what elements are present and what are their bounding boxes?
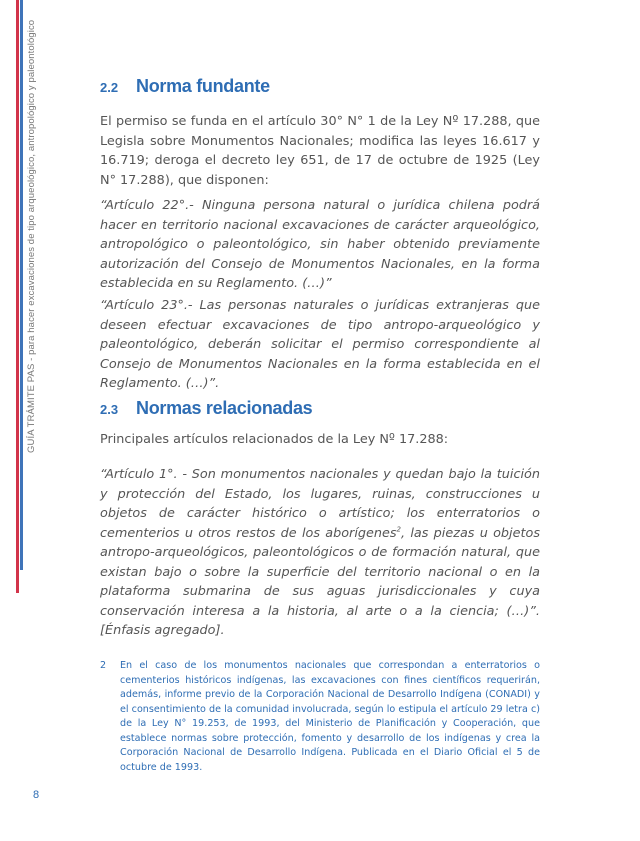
section-heading-2-2 [100, 76, 270, 97]
section-title: Normas relacionadas [136, 398, 313, 418]
footnote [100, 659, 540, 775]
page-number: 8 [33, 789, 40, 801]
section-heading-2-3 [100, 398, 312, 419]
section-number: 2.2 [100, 80, 119, 95]
quote-text: “Artículo 1°. - Son monumentos nacionales y quedan bajo la tuición y protección del Estado, los lugares, ruinas, construcciones u objetos de carácter histórico o artístico; los enterratorios o cementerios u otros restos de los aborígenes [100, 467, 540, 541]
section-title: Norma fundante [136, 76, 270, 96]
quote-articulo-23: “Artículo 23°.- Las personas naturales o jurídicas extranjeras que deseen efectuar excavaciones de tipo antropo-arqueológico y paleontológico, deberán solicitar el permiso correspondiente al Consejo de Monumentos Nacionales en la forma establecida en el Reglamento. (…)”. [100, 298, 540, 391]
left-blue-rule [20, 0, 23, 570]
footnote-text: En el caso de los monumentos nacionales que correspondan a enterratorios o cementerios históricos indígenas, las excavaciones con fines científicos requerirán, además, informe previo de la Corporación Nacional de Desarrollo Indígena (CONADI) y el consentimiento de la comunidad involucrada, según lo estipula el artículo 29 letra c) de la Ley N° 19.253, de 1993, del Ministerio de Planificación y Cooperación, que establece normas sobre protección, fomento y desarrollo de los indígenas y crea la Corporación Nacional de Desarrollo Indígena. Publicada en el Diario Oficial el 5 de octubre de 1993. [120, 660, 540, 773]
paragraph-intro-2-2: El permiso se funda en el artículo 30° N° 1 de la Ley Nº 17.288, que Legisla sobre Monumentos Nacionales; modifica las leyes 16.617 y 16.719; deroga el decreto ley 651, de 17 de octubre de 1925 (Ley N° 17.288), que disponen: [100, 114, 540, 188]
left-red-rule [16, 0, 19, 593]
quote-articulo-1 [100, 465, 540, 641]
footnote-reference[interactable]: 2 [396, 525, 401, 534]
quote-text: , las piezas u objetos antropo-arqueológicos, paleontológicos o de formación natural, que existan bajo o sobre la superficie del territorio nacional o en la plataforma submarina de sus aguas jurisdiccionales y cuya conservación interesa a la historia, al arte o a la ciencia; (…)”. [Énfasis agregado]. [100, 525, 540, 638]
quote-articulo-22: “Artículo 22°.- Ninguna persona natural o jurídica chilena podrá hacer en territorio nacional excavaciones de carácter arqueológico, antropológico o paleontológico, sin haber obtenido previamente autorización del Consejo de Monumentos Nacionales, en la forma establecida en su Reglamento. (…)” [100, 198, 540, 291]
running-header-vertical: GUÍA TRÁMITE PAS - para hacer excavaciones de tipo arqueológico, antropológico y paleontológico [26, 20, 37, 454]
section-number: 2.3 [100, 402, 119, 417]
paragraph-intro-2-3: Principales artículos relacionados de la Ley Nº 17.288: [100, 432, 449, 447]
footnote-number: 2 [100, 660, 107, 671]
